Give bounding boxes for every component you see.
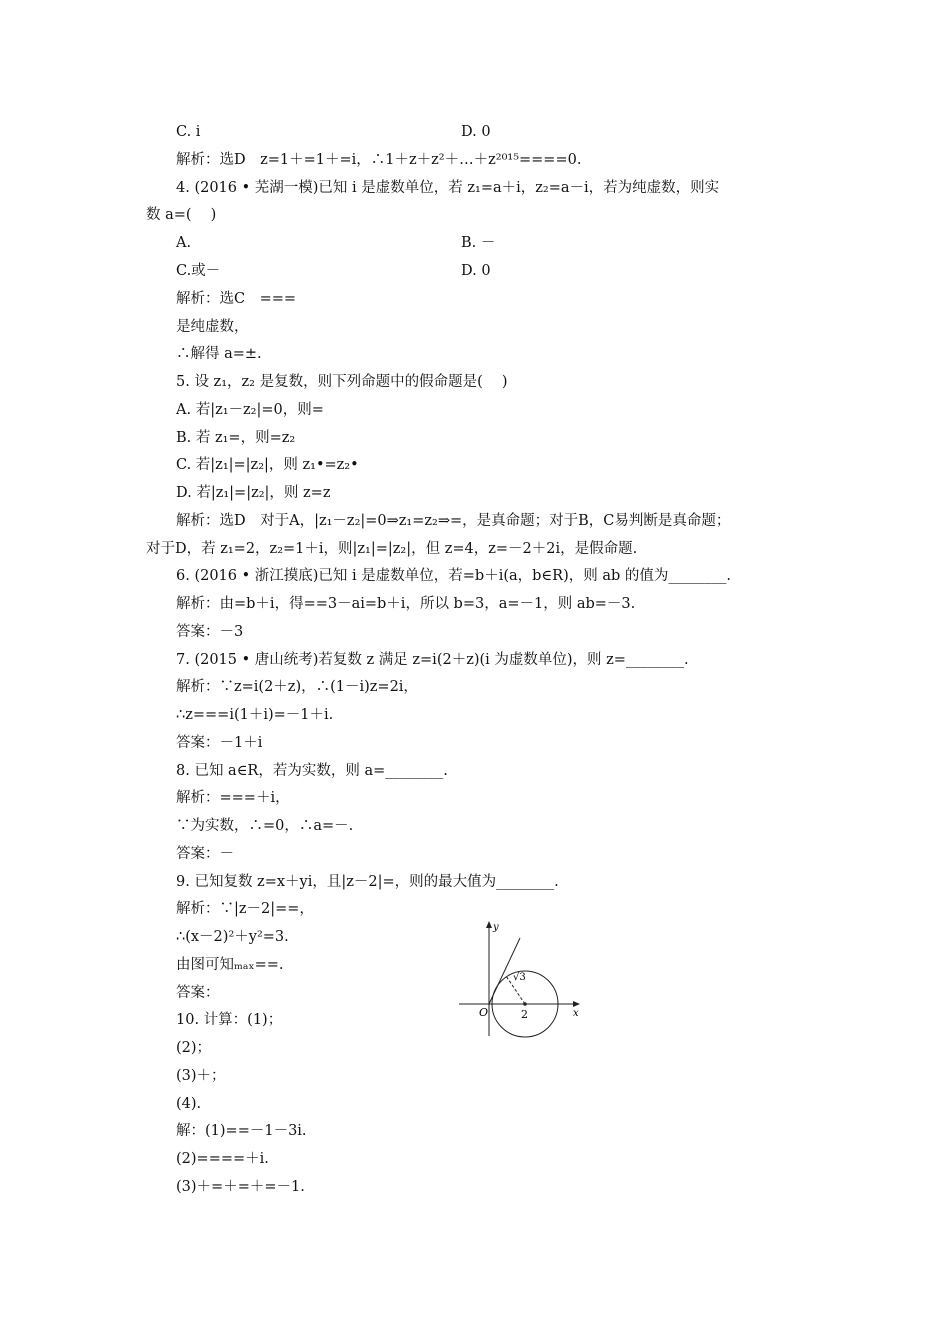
q4-stem-2: 数 a=( ) [146,207,217,223]
q9-solution-2: ∴(x－2)²＋y²=3. [176,929,289,945]
q4-option-c: C.或－ [176,263,221,279]
y-label: y [493,922,499,933]
q6-answer: 答案：－3 [176,624,244,640]
q5-option-c: C. 若|z₁|=|z₂|，则 z₁•=z₂• [176,457,359,473]
q9-figure [455,918,595,1043]
q7-solution-2: ∴z===i(1＋i)=－1＋i. [176,707,334,723]
q4-stem-1: 4. (2016 • 芜湖一模)已知 i 是虚数单位，若 z₁=a＋i，z₂=a－i，若为纯虚数，则实 [176,180,720,196]
tangent-line [489,938,520,1004]
q8-answer: 答案：－ [176,846,234,862]
q10-solution-3: (3)＋=＋=＋=－1. [176,1179,305,1195]
q10-solution-2: (2)====＋i. [176,1151,269,1167]
q7-answer: 答案：－1＋i [176,735,263,751]
option-d: D. 0 [461,124,491,140]
q6-solution: 解析：由=b＋i，得==3－ai=b＋i，所以 b=3，a=－1，则 ab=－3. [176,596,636,612]
q7-stem: 7. (2015 • 唐山统考)若复数 z 满足 z=i(2＋z)(i 为虚数单位)，则 z=________. [176,652,689,668]
x-label: x [573,1008,579,1019]
q5-option-b: B. 若 z₁=，则=z₂ [176,430,296,446]
q8-stem: 8. 已知 a∈R，若为实数，则 a=________. [176,763,448,779]
origin-label: O [479,1006,489,1019]
option-c: C. i [176,124,201,140]
q4-solution-2: 是纯虚数， [176,319,249,335]
q10-stem: 10. 计算：(1)； [176,1012,283,1028]
q9-answer: 答案： [176,985,220,1001]
q6-stem: 6. (2016 • 浙江摸底)已知 i 是虚数单位，若=b＋i(a，b∈R)，则 ab 的值为________. [176,568,731,584]
y-axis-arrow [486,921,492,928]
center-label: 2 [521,1008,528,1021]
q10-part-2: (2)； [176,1040,212,1056]
q10-part-3: (3)＋； [176,1068,226,1084]
q5-option-d: D. 若|z₁|=|z₂|，则 z=z [176,485,331,501]
q4-option-b: B. － [461,235,496,251]
q4-option-d: D. 0 [461,263,491,279]
q5-option-a: A. 若|z₁－z₂|=0，则= [176,402,324,418]
x-axis-arrow [573,1001,580,1007]
q9-solution-1: 解析：∵|z－2|==， [176,901,314,917]
radius-label: √3 [513,972,526,983]
q10-solution-1: 解：(1)==－1－3i. [176,1123,307,1139]
q9-stem: 9. 已知复数 z=x＋yi，且|z－2|=，则的最大值为________. [176,874,559,890]
q5-solution-2: 对于D，若 z₁=2，z₂=1＋i，则|z₁|=|z₂|，但 z=4，z=－2＋2i，是假命题. [146,541,638,557]
q5-solution-1: 解析：选D 对于A，|z₁－z₂|=0⇒z₁=z₂⇒=，是真命题；对于B，C易判断是真命题； [176,513,731,529]
q10-part-4: (4). [176,1096,202,1112]
q5-stem: 5. 设 z₁，z₂ 是复数，则下列命题中的假命题是( ) [176,374,508,390]
q9-solution-3: 由图可知ₘₐₓ==. [176,957,284,973]
q7-solution-1: 解析：∵z=i(2＋z)，∴(1－i)z=2i， [176,679,418,695]
q8-solution-2: ∵为实数，∴=0，∴a=－. [176,818,354,834]
q4-solution-3: ∴解得 a=±. [176,346,262,362]
q3-solution: 解析：选D z=1＋=1＋=i，∴1＋z＋z²＋…＋z²⁰¹⁵====0. [176,152,582,168]
q8-solution-1: 解析：===＋i， [176,790,290,806]
q4-solution-1: 解析：选C === [176,291,297,307]
center-point [523,1002,527,1006]
q4-option-a: A. [176,235,192,251]
